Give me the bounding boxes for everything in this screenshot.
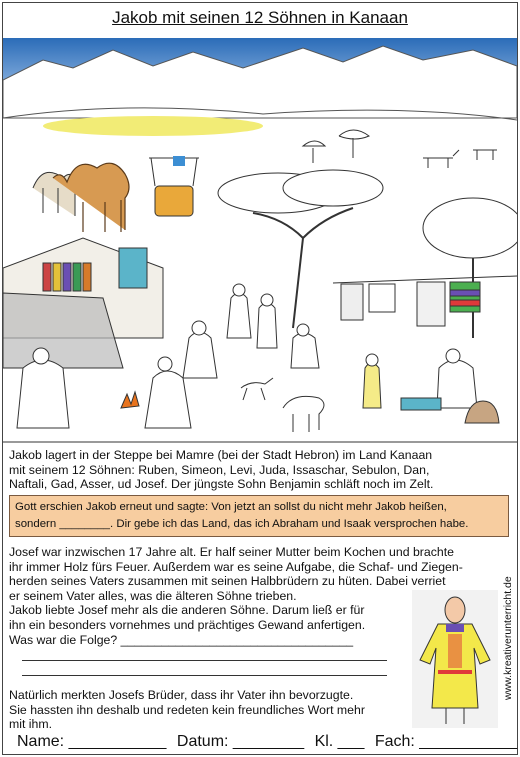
box-line: Gott erschien Jakob erneut und sagte: Von jetzt an sollst du nicht mehr Jakob heißen,: [15, 501, 447, 513]
story-line: ihr immer Holz fürs Feuer. Außerdem war es seine Aufgabe, die Schaf- und Ziegen-: [9, 559, 463, 574]
answer-line[interactable]: [22, 660, 387, 661]
story-line: Jakob liebte Josef mehr als die anderen Söhne. Darum ließ er für: [9, 603, 365, 618]
class-field[interactable]: Kl. ___: [314, 733, 365, 750]
story-line: Josef war inzwischen 17 Jahre alt. Er half seiner Mutter beim Kochen und brachte: [9, 545, 454, 559]
answer-line[interactable]: [22, 675, 387, 676]
highlight-box: [9, 495, 509, 537]
intro-line: mit seinem 12 Söhnen: Ruben, Simeon, Levi, Juda, Issaschar, Sebulon, Dan,: [9, 462, 430, 477]
story-line: ihn ein besonders vornehmes und prächtiges Gewand anfertigen.: [9, 617, 366, 632]
cooking-pot: [401, 398, 441, 410]
footer-fields: [17, 733, 520, 751]
closing-paragraph: [9, 688, 409, 732]
illustration-scene: [3, 38, 517, 443]
story-line: herden seines Vaters zusammen mit seinen Halbbrüdern zu hüten. Dabei verriet: [9, 574, 446, 589]
intro-line: Naftali, Gad, Asser, ud Josef. Der jüngste Sohn Benjamin schläft noch im Zelt.: [9, 477, 434, 492]
closing-line: mit ihm.: [9, 717, 53, 732]
story-line: er seinem Vater alles, was die älteren Söhne trieben.: [9, 588, 297, 603]
closing-line: Sie hassten ihn deshalb und redeten kein freundliches Wort mehr: [9, 702, 365, 717]
well: [155, 186, 193, 216]
story-paragraph: [9, 545, 463, 647]
subject-field[interactable]: Fach: ___________: [374, 733, 518, 750]
name-field[interactable]: Name: ___________: [17, 733, 167, 750]
josef-robe-figure: [412, 590, 498, 728]
box-line-fill-in[interactable]: sondern ________. Dir gebe ich das Land, das ich Abraham und Isaak versprochen habe.: [15, 518, 469, 530]
yellow-field: [43, 116, 263, 136]
website-credit: www.kreativerunterricht.de: [502, 576, 514, 700]
closing-line: Natürlich merkten Josefs Brüder, dass ihr Vater ihn bevorzugte.: [9, 688, 354, 702]
intro-paragraph: [9, 448, 509, 492]
date-field[interactable]: Datum: ________: [176, 733, 305, 750]
page-title: Jakob mit seinen 12 Söhnen in Kanaan: [112, 8, 408, 27]
intro-line: Jakob lagert in der Steppe bei Mamre (bei der Stadt Hebron) im Land Kanaan: [9, 448, 433, 462]
question-line[interactable]: Was war die Folge? __________________________________: [9, 632, 354, 647]
